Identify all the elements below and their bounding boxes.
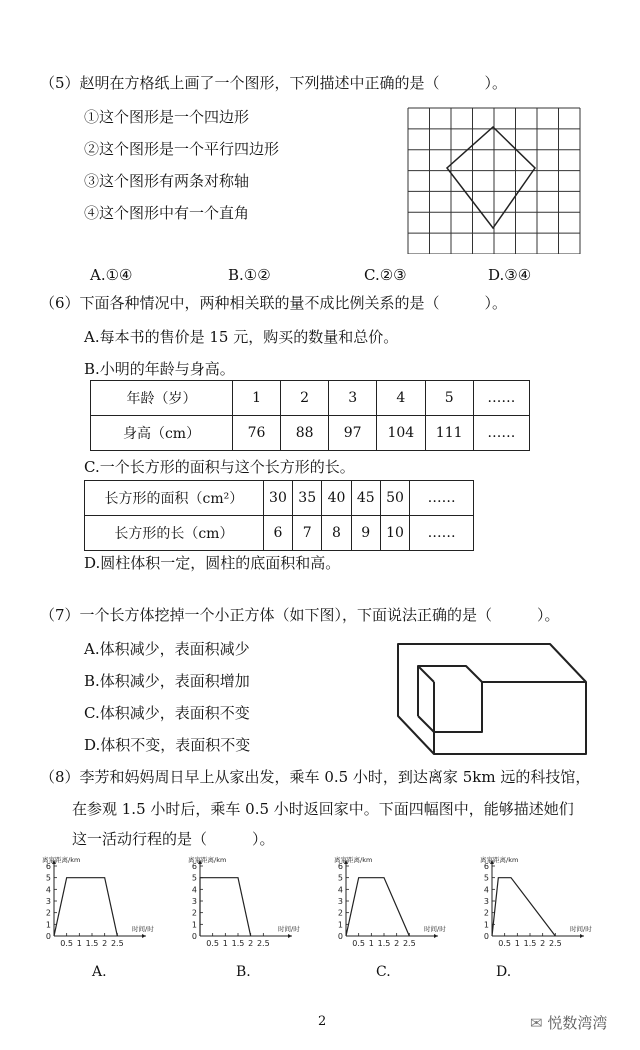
x-tick-label: 1 <box>368 939 374 948</box>
watermark-text: 悦数湾湾 <box>547 1014 608 1032</box>
x-tick-label: 0.5 <box>498 939 512 948</box>
table-cell: 104 <box>377 416 425 451</box>
table-cell: …… <box>473 381 529 416</box>
area-length-table <box>84 480 474 551</box>
table-cell: 6 <box>263 516 292 551</box>
q6-option-c: C.一个长方形的面积与这个长方形的长。 <box>84 458 355 476</box>
series-line <box>200 878 251 936</box>
q5-choice-d: D.③④ <box>488 266 532 284</box>
graph-a <box>38 854 174 954</box>
y-tick-label: 3 <box>337 897 343 906</box>
table-cell: 40 <box>322 481 351 516</box>
y-tick-label: 3 <box>191 897 197 906</box>
q5-choice-a: A.①④ <box>90 266 133 284</box>
y-tick-label: 2 <box>483 908 489 918</box>
x-axis-arrow <box>288 934 292 938</box>
q7-option-a: A.体积减少，表面积减少 <box>84 640 250 658</box>
x-tick-label: 1 <box>514 939 520 948</box>
table-cell: 8 <box>322 516 351 551</box>
grid-figure <box>404 104 584 254</box>
x-tick-label: 0.5 <box>206 939 220 948</box>
y-tick-label: 3 <box>45 897 51 906</box>
y-tick-label: 0 <box>45 932 51 941</box>
y-tick-label: 4 <box>337 885 343 895</box>
table-cell: 35 <box>293 481 322 516</box>
table-cell: …… <box>473 416 529 451</box>
q6-stem: （6）下面各种情况中，两种相关联的量不成比例关系的是（ ）。 <box>40 294 508 312</box>
kite-shape <box>447 127 535 228</box>
table-row <box>85 481 474 516</box>
q6-option-b: B.小明的年龄与身高。 <box>84 360 235 378</box>
y-axis-label: 离家距离/km <box>334 856 373 864</box>
y-tick-label: 5 <box>483 873 489 883</box>
age-height-table <box>90 380 530 451</box>
x-tick-label: 2 <box>394 939 400 948</box>
x-axis-label: 时间/时 <box>570 925 592 933</box>
table-cell: 5 <box>425 381 473 416</box>
x-tick-label: 0.5 <box>352 939 366 948</box>
q5-statement-2: ②这个图形是一个平行四边形 <box>84 140 280 158</box>
q7-option-b: B.体积减少，表面积增加 <box>84 672 250 690</box>
x-tick-label: 1.5 <box>231 939 245 948</box>
table-cell: 111 <box>425 416 473 451</box>
y-tick-label: 5 <box>45 873 51 883</box>
table-cell: 50 <box>380 481 409 516</box>
y-tick-label: 0 <box>483 932 489 941</box>
q6-option-a: A.每本书的售价是 15 元，购买的数量和总价。 <box>84 328 399 346</box>
y-tick-label: 6 <box>337 862 343 871</box>
table-cell: 长方形的长（cm） <box>85 516 264 551</box>
y-tick-label: 2 <box>337 908 343 918</box>
y-tick-label: 4 <box>45 885 51 895</box>
y-axis-label: 离家距离/km <box>188 856 227 864</box>
table-row <box>91 416 530 451</box>
q7-option-c: C.体积减少，表面积不变 <box>84 704 250 722</box>
x-axis-label: 时间/时 <box>132 925 154 933</box>
y-tick-label: 4 <box>483 885 489 895</box>
table-cell: 88 <box>281 416 329 451</box>
y-tick-label: 1 <box>191 920 197 930</box>
graph-b <box>184 854 320 954</box>
table-cell: 2 <box>281 381 329 416</box>
q8-line-2: 在参观 1.5 小时后，乘车 0.5 小时返回家中。下面四幅图中，能够描述她们 <box>72 800 574 818</box>
x-tick-label: 1 <box>222 939 228 948</box>
x-tick-label: 2 <box>102 939 108 948</box>
series-line <box>492 878 555 936</box>
q7-stem: （7）一个长方体挖掉一个小正方体（如下图），下面说法正确的是（ ）。 <box>40 606 560 624</box>
q5-choice-b: B.①② <box>228 266 271 284</box>
x-tick-label: 0.5 <box>60 939 74 948</box>
y-tick-label: 6 <box>483 862 489 871</box>
x-axis-arrow <box>580 934 584 938</box>
watermark <box>530 1012 607 1033</box>
table-row <box>91 381 530 416</box>
x-tick-label: 2 <box>540 939 546 948</box>
y-tick-label: 2 <box>191 908 197 918</box>
y-tick-label: 6 <box>191 862 197 871</box>
wechat-icon: ✉ <box>530 1014 543 1032</box>
y-axis-label: 离家距离/km <box>480 856 519 864</box>
table-cell: …… <box>410 481 474 516</box>
y-tick-label: 2 <box>45 908 51 918</box>
graph-a-label: A. <box>92 964 107 980</box>
cuboid-outline <box>398 644 586 754</box>
y-tick-label: 1 <box>483 920 489 930</box>
table-row <box>85 516 474 551</box>
table-cell: 7 <box>293 516 322 551</box>
graph-d-label: D. <box>496 964 512 980</box>
x-tick-label: 1 <box>76 939 82 948</box>
x-tick-label: 1.5 <box>377 939 391 948</box>
y-tick-label: 5 <box>337 873 343 883</box>
graph-c-label: C. <box>376 964 391 980</box>
q5-choice-c: C.②③ <box>364 266 407 284</box>
table-cell: 45 <box>351 481 380 516</box>
graph-b-label: B. <box>236 964 251 980</box>
x-tick-label: 2 <box>248 939 254 948</box>
y-tick-label: 0 <box>191 932 197 941</box>
x-tick-label: 2.5 <box>110 939 124 948</box>
x-tick-label: 2.5 <box>548 939 562 948</box>
q5-stem: （5）赵明在方格纸上画了一个图形，下列描述中正确的是（ ）。 <box>40 74 508 92</box>
q8-line-1: （8）李芳和妈妈周日早上从家出发，乘车 0.5 小时，到达离家 5km 远的科技馆， <box>40 768 591 786</box>
y-tick-label: 6 <box>45 862 51 871</box>
series-line <box>54 878 117 936</box>
q5-statement-1: ①这个图形是一个四边形 <box>84 108 250 126</box>
table-cell: 30 <box>263 481 292 516</box>
x-axis-arrow <box>142 934 146 938</box>
q5-statement-3: ③这个图形有两条对称轴 <box>84 172 250 190</box>
q8-line-3: 这一活动行程的是（ ）。 <box>72 830 275 848</box>
q7-option-d: D.体积不变，表面积不变 <box>84 736 251 754</box>
table-cell: 身高（cm） <box>91 416 233 451</box>
y-tick-label: 0 <box>337 932 343 941</box>
table-cell: 长方形的面积（cm²） <box>85 481 264 516</box>
y-axis-label: 离家距离/km <box>42 856 81 864</box>
table-cell: 9 <box>351 516 380 551</box>
table-cell: 76 <box>233 416 281 451</box>
graph-c <box>330 854 466 954</box>
table-cell: 年龄（岁） <box>91 381 233 416</box>
x-axis-label: 时间/时 <box>278 925 300 933</box>
graph-d <box>476 854 612 954</box>
y-tick-label: 1 <box>45 920 51 930</box>
table-cell: 4 <box>377 381 425 416</box>
table-cell: 3 <box>329 381 377 416</box>
y-tick-label: 5 <box>191 873 197 883</box>
series-line <box>346 878 409 936</box>
y-tick-label: 1 <box>337 920 343 930</box>
q6-option-d: D.圆柱体积一定，圆柱的底面积和高。 <box>84 554 341 572</box>
x-tick-label: 1.5 <box>85 939 99 948</box>
cut-cube <box>418 666 482 732</box>
table-cell: 1 <box>233 381 281 416</box>
page-number: 2 <box>318 1014 327 1029</box>
x-axis-arrow <box>434 934 438 938</box>
y-tick-label: 4 <box>191 885 197 895</box>
x-tick-label: 2.5 <box>402 939 416 948</box>
table-cell: 10 <box>380 516 409 551</box>
table-cell: 97 <box>329 416 377 451</box>
x-tick-label: 1.5 <box>523 939 537 948</box>
cuboid-figure <box>390 636 600 760</box>
y-tick-label: 3 <box>483 897 489 906</box>
x-axis-label: 时间/时 <box>424 925 446 933</box>
q5-statement-4: ④这个图形中有一个直角 <box>84 204 250 222</box>
table-cell: …… <box>410 516 474 551</box>
x-tick-label: 2.5 <box>256 939 270 948</box>
